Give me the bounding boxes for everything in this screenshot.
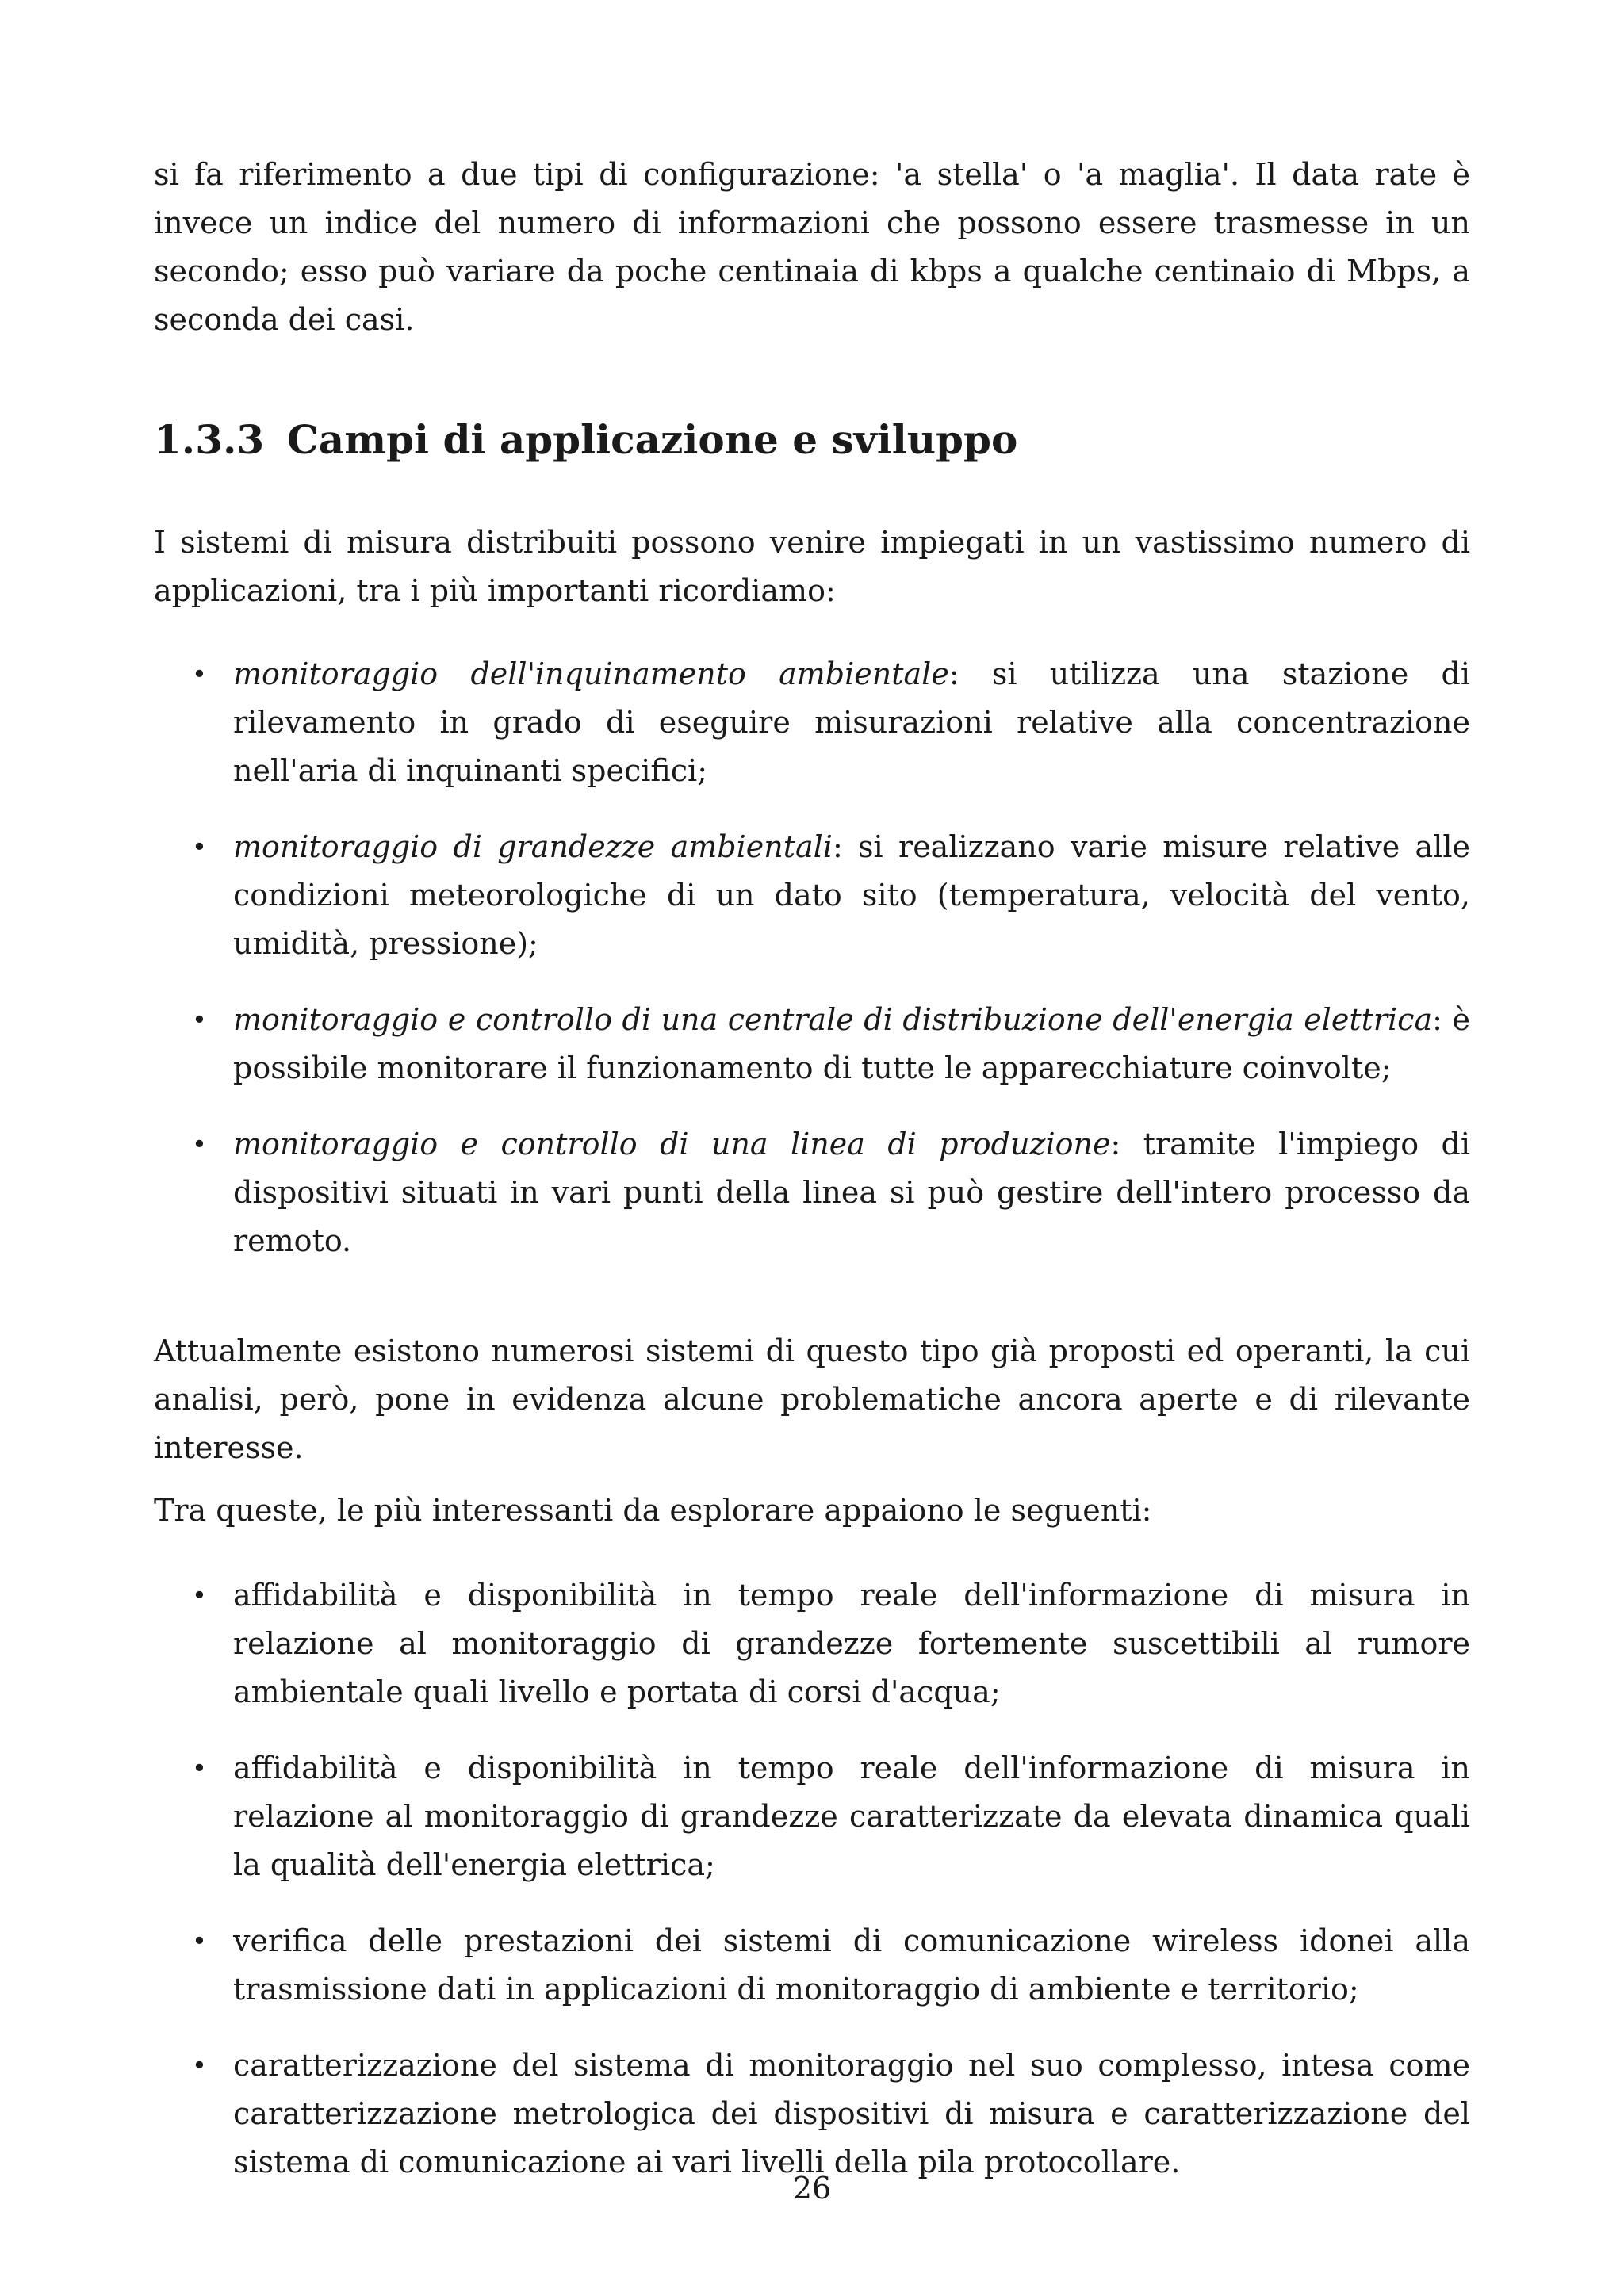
- topics-list: [154, 1571, 1470, 2187]
- list-item: [154, 1120, 1470, 1265]
- topics-intro-paragraph: Tra queste, le più interessanti da esplorare appaiono le seguenti:: [154, 1493, 1152, 1528]
- list-item: [154, 650, 1470, 795]
- list-item: [154, 1744, 1470, 1889]
- list-item-text: : si utilizza una stazione di rilevamento in grado di eseguire misurazioni relative alla concentrazione nell'aria di inquinanti specifici;: [233, 656, 1470, 788]
- list-item-text: verifica delle prestazioni dei sistemi di comunicazione wireless idonei alla trasmissione dati in applicazioni di monitoraggio di ambiente e territorio;: [233, 1923, 1470, 2007]
- section-heading: [154, 412, 1470, 468]
- bullet-icon: •: [192, 1004, 207, 1035]
- list-item: [154, 1571, 1470, 1716]
- list-item-term: monitoraggio dell'inquinamento ambientale: [233, 656, 949, 691]
- bullet-icon: •: [192, 1580, 207, 1610]
- bullet-icon: •: [192, 832, 207, 862]
- list-item: [154, 1917, 1470, 2014]
- section-title: Campi di applicazione e sviluppo: [287, 416, 1018, 463]
- list-item-term: monitoraggio di grandezze ambientali: [233, 829, 833, 864]
- page-content: [154, 151, 1470, 2187]
- list-item-text: : tramite l'impiego di dispositivi situati in vari punti della linea si può gestire dell'intero processo da remoto.: [233, 1127, 1470, 1258]
- section-intro-paragraph: I sistemi di misura distribuiti possono venire impiegati in un vastissimo numero di applicazioni, tra i più importanti ricordiamo:: [154, 525, 1470, 608]
- list-item-text: affidabilità e disponibilità in tempo reale dell'informazione di misura in relazione al monitoraggio di grandezze fortemente suscettibili al rumore ambientale quali livello e portata di corsi d'acqua;: [233, 1578, 1470, 1709]
- list-item-text: : si realizzano varie misure relative alle condizioni meteorologiche di un dato sito (temperatura, velocità del vento, umidità, pressione);: [233, 829, 1470, 961]
- bullet-icon: •: [192, 1129, 207, 1159]
- list-item-term: monitoraggio e controllo di una centrale di distribuzione dell'energia elettrica: [233, 1002, 1433, 1037]
- list-item-text: caratterizzazione del sistema di monitoraggio nel suo complesso, intesa come caratterizzazione metrologica dei dispositivi di misura e caratterizzazione del sistema di comunicazione ai vari livelli della pila protocollare.: [233, 2048, 1470, 2179]
- bullet-icon: •: [192, 1926, 207, 1956]
- page-number: 26: [792, 2171, 832, 2206]
- bullet-icon: •: [192, 659, 207, 689]
- intro-paragraph: si fa riferimento a due tipi di configurazione: 'a stella' o 'a maglia'. Il data rate è invece un indice del numero di informazioni che possono essere trasmesse in un secondo; esso può variare da poche centinaia di kbps a qualche centinaio di Mbps, a seconda dei casi.: [154, 157, 1470, 337]
- current-systems-paragraph: Attualmente esistono numerosi sistemi di questo tipo già proposti ed operanti, la cui analisi, però, pone in evidenza alcune problematiche ancora aperte e di rilevante interesse.: [154, 1334, 1470, 1465]
- section-number: 1.3.3: [154, 416, 265, 463]
- list-item-term: monitoraggio e controllo di una linea di produzione: [233, 1127, 1111, 1161]
- list-item: [154, 996, 1470, 1093]
- bullet-icon: •: [192, 2050, 207, 2080]
- list-item-text: : è possibile monitorare il funzionamento di tutte le apparecchiature coinvolte;: [233, 1002, 1470, 1085]
- list-item-text: affidabilità e disponibilità in tempo reale dell'informazione di misura in relazione al monitoraggio di grandezze caratterizzate da elevata dinamica quali la qualità dell'energia elettrica;: [233, 1751, 1470, 1882]
- list-item: [154, 823, 1470, 968]
- list-item: [154, 2042, 1470, 2187]
- applications-list: [154, 650, 1470, 1265]
- bullet-icon: •: [192, 1753, 207, 1783]
